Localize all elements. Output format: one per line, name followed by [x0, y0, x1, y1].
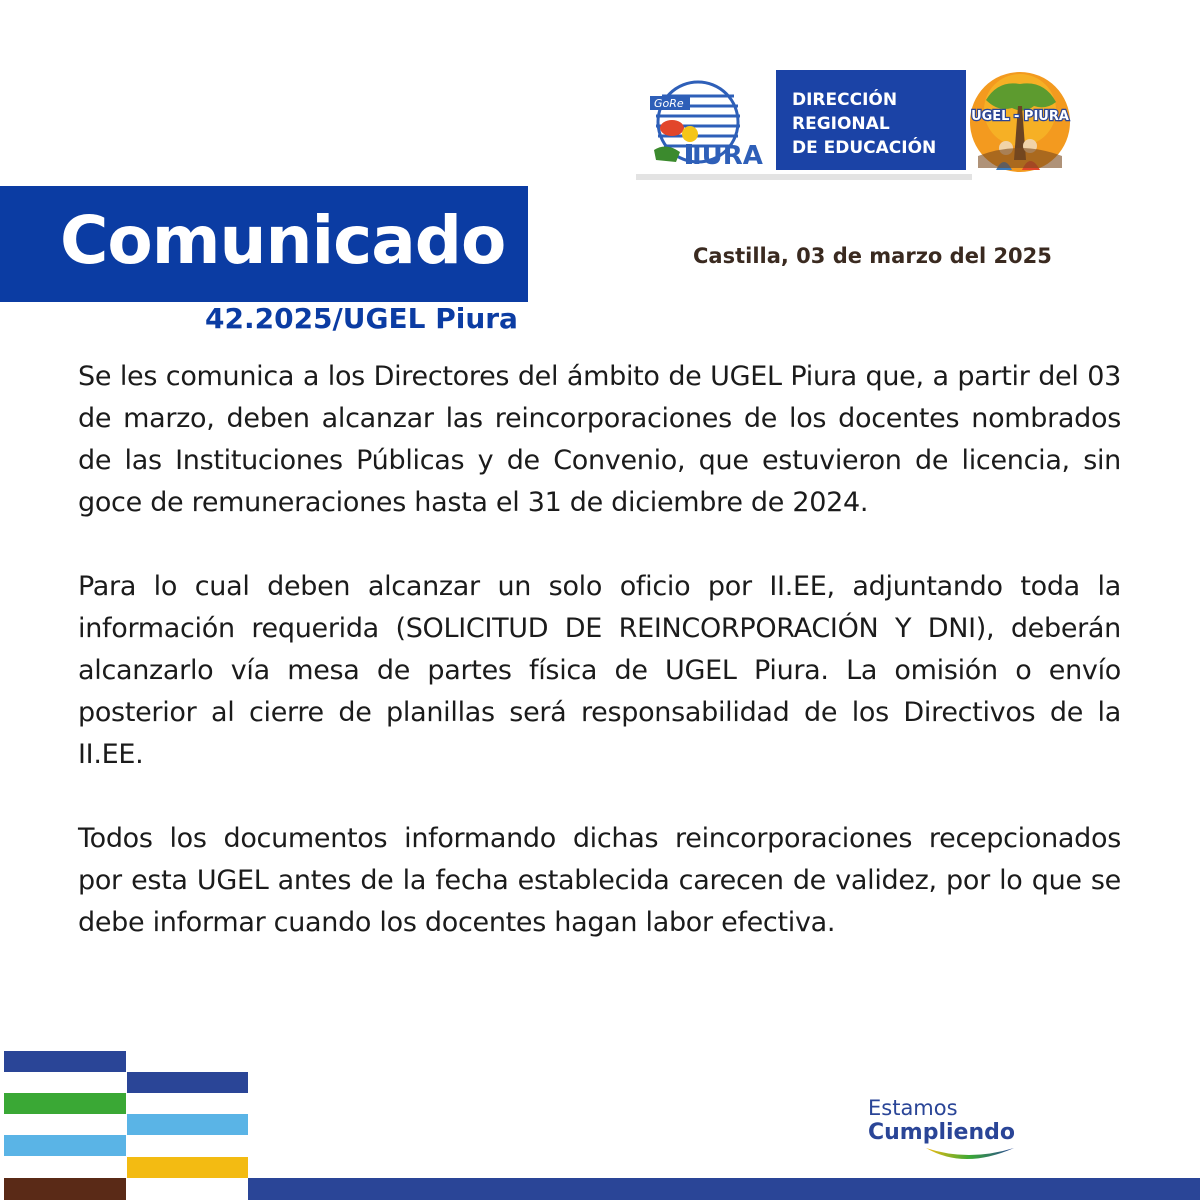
dre-line-1: DIRECCIÓN: [792, 90, 898, 110]
slogan-line-2: Cumpliendo: [868, 1120, 1016, 1145]
svg-text:UGEL - PIURA: UGEL - PIURA: [971, 109, 1069, 124]
svg-text:GoRe: GoRe: [654, 97, 684, 110]
dre-line-2: REGIONAL: [792, 114, 890, 134]
date-line: Castilla, 03 de marzo del 2025: [693, 244, 1052, 268]
stripe-navy-left: [4, 1051, 126, 1072]
paragraph-2: Para lo cual deben alcanzar un solo oficio por II.EE, adjuntando toda la información requerida (SOLICITUD DE REINCORPORACIÓN Y DNI), deberán alcanzarlo vía mesa de partes física de UGEL Piura. La omisión o envío posterior al cierre de planillas será responsabilidad de los Directivos de la II.EE.: [78, 571, 1121, 770]
stripe-sky-right: [127, 1114, 248, 1135]
communique-body: [78, 356, 1121, 986]
page-title: Comunicado: [60, 202, 506, 279]
gore-piura-logo: [646, 76, 770, 172]
stripe-brown-left: [4, 1178, 126, 1200]
paragraph-1: Se les comunica a los Directores del ámbito de UGEL Piura que, a partir del 03 de marzo, deben alcanzar las reincorporaciones de los docentes nombrados de las Instituciones Públicas y de Convenio, que estuvieron de licencia, sin goce de remuneraciones hasta el 31 de diciembre de 2024.: [78, 361, 1121, 518]
paragraph-3: Todos los documentos informando dichas reincorporaciones recepcionados por esta UGEL antes de la fecha establecida carecen de validez, por lo que se debe informar cuando los docentes hagan labor efectiva.: [78, 823, 1121, 938]
dre-line-3: DE EDUCACIÓN: [792, 138, 937, 158]
stripe-green-left: [4, 1093, 126, 1114]
stripe-navy-right: [127, 1072, 248, 1093]
stripe-sky-left: [4, 1135, 126, 1156]
ugel-piura-logo: [968, 70, 1072, 174]
direccion-regional-educacion-box: [776, 70, 966, 170]
document-number: 42.2025/UGEL Piura: [205, 302, 518, 335]
stripe-yellow-right: [127, 1157, 248, 1178]
title-banner: [0, 186, 528, 302]
svg-text:IURA: IURA: [692, 141, 763, 171]
estamos-cumpliendo-slogan: [868, 1096, 1018, 1168]
swoosh-icon: [924, 1144, 1016, 1166]
logo-shadow: [636, 174, 972, 180]
header-logos: [636, 66, 972, 182]
slogan-line-1: Estamos: [868, 1096, 958, 1120]
bottom-bar: [248, 1178, 1200, 1200]
